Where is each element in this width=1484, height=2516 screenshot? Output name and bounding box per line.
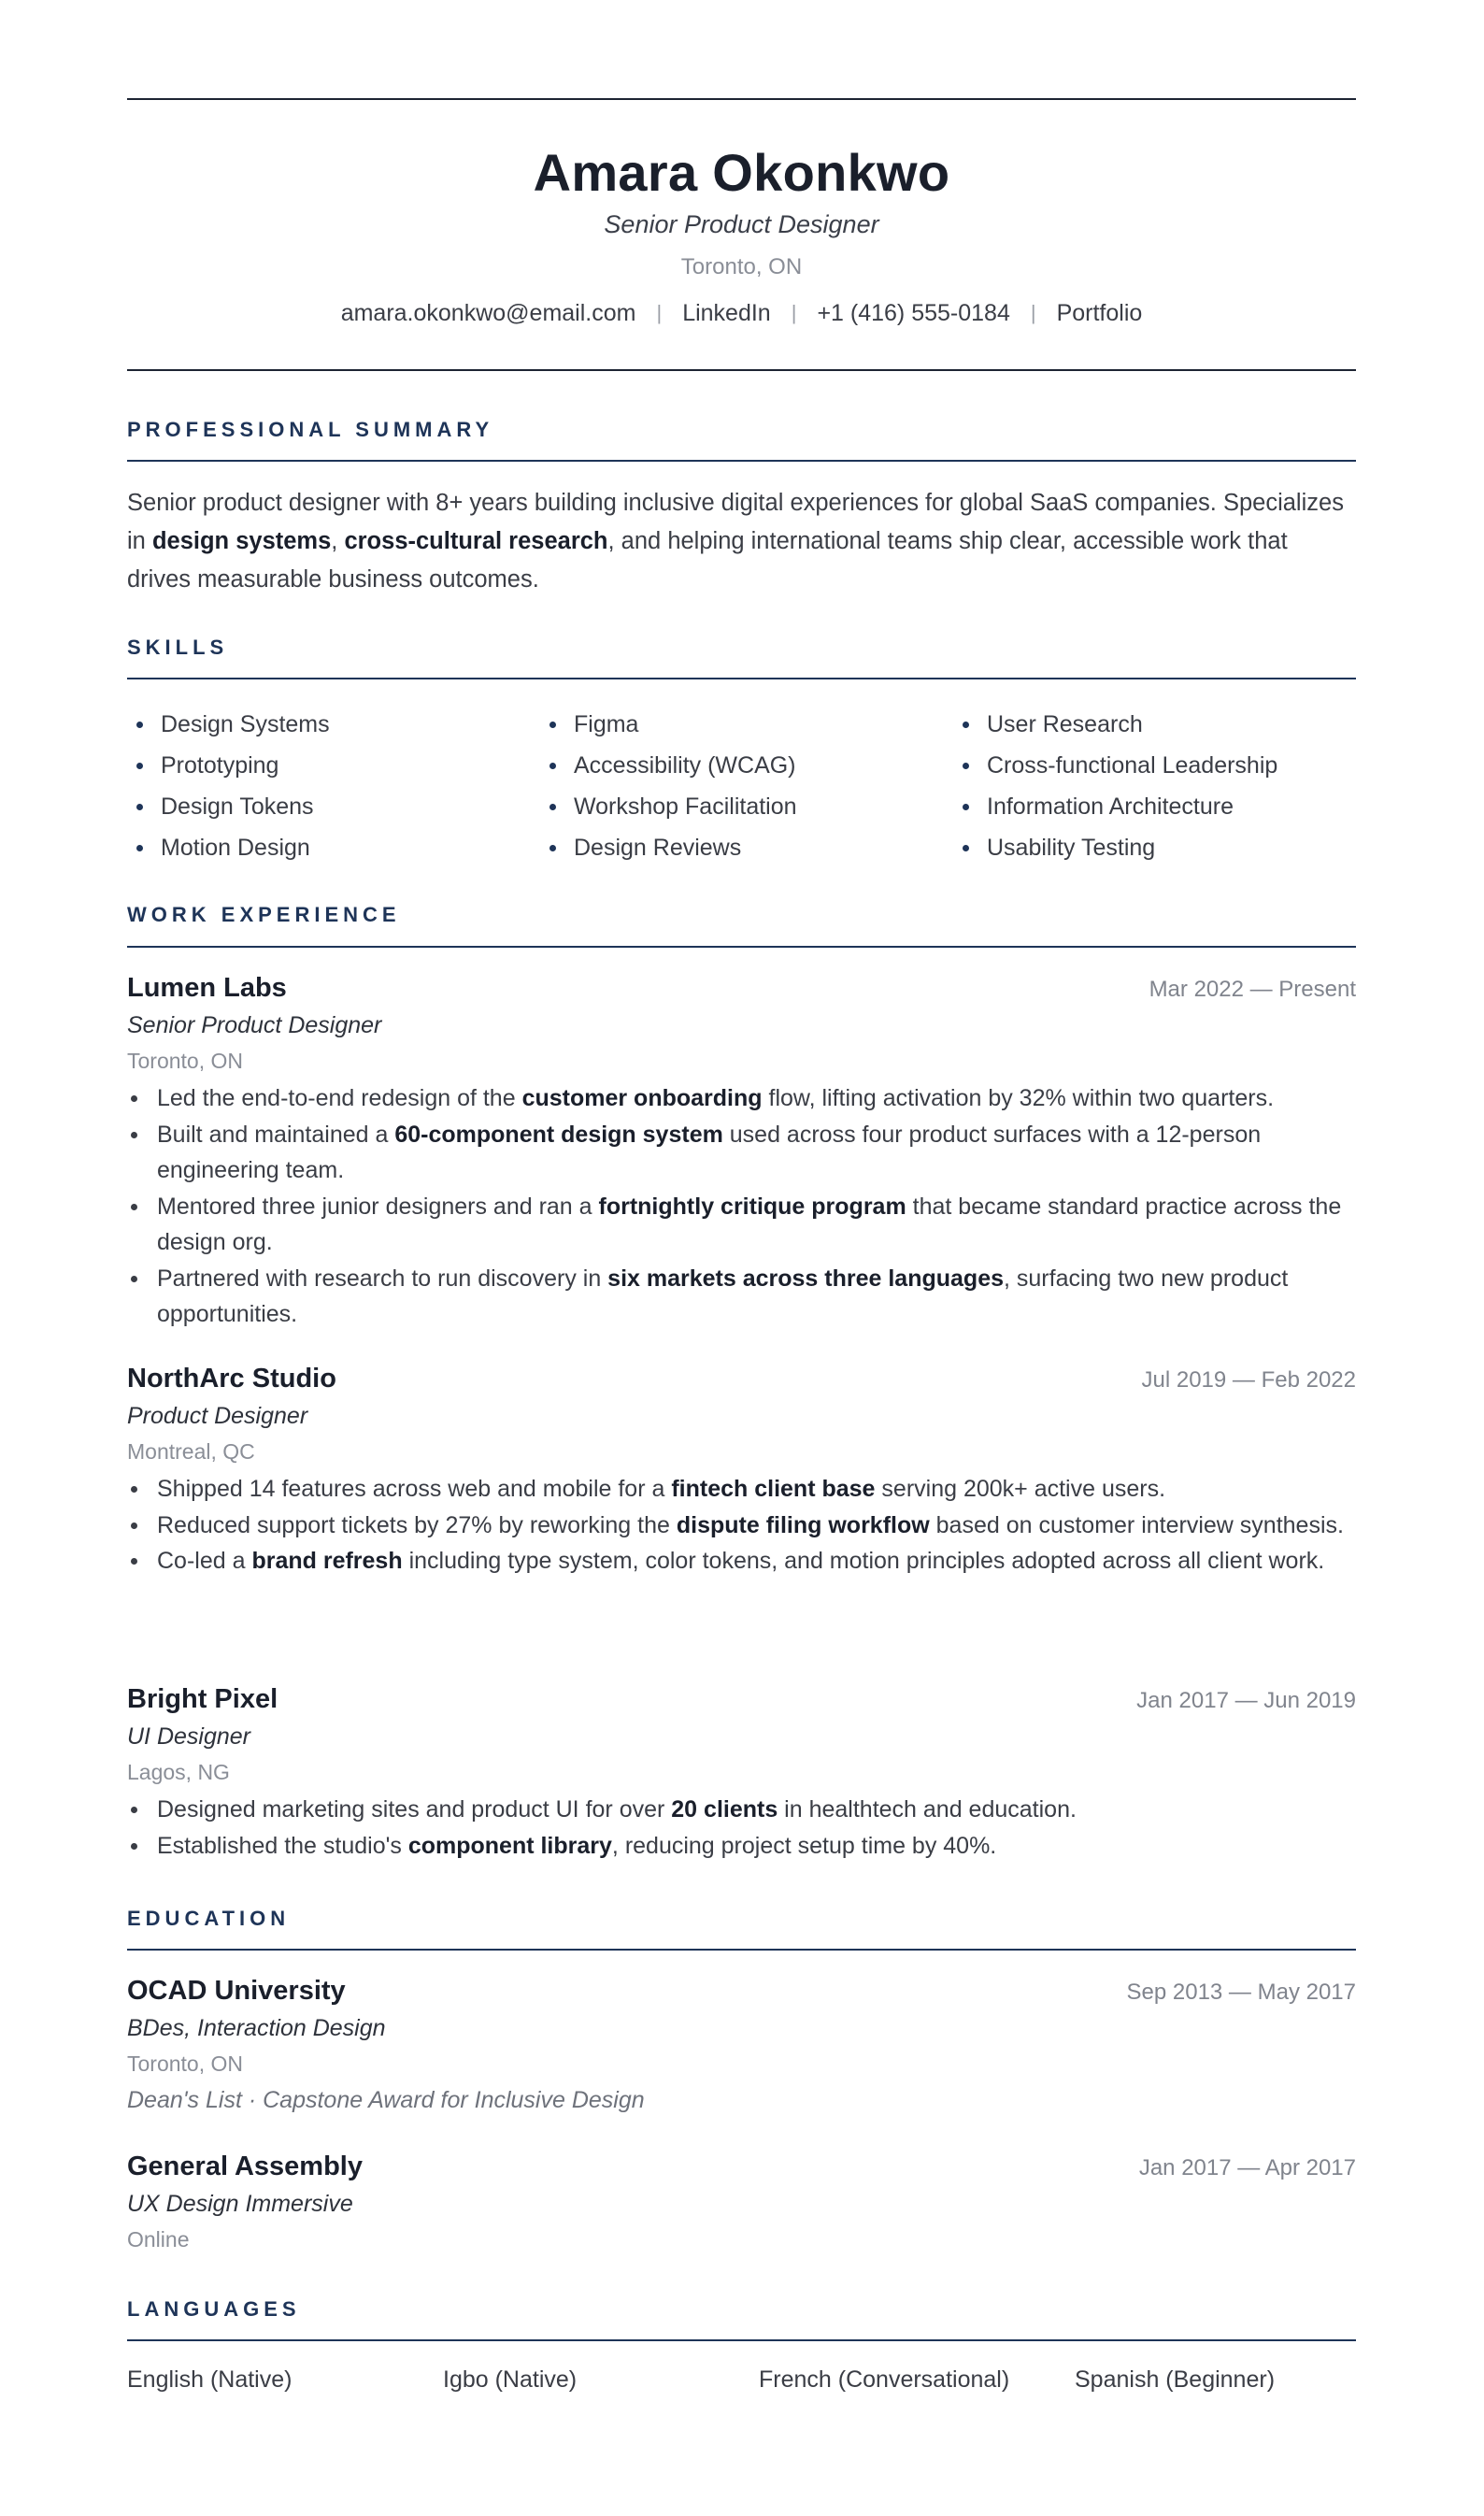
job-bullet: Partnered with research to run discovery in six markets across three languages, surfacing two new product opportunities.: [127, 1261, 1356, 1333]
skill-item: Information Architecture: [953, 786, 1356, 827]
job-bullet: Co-led a brand refresh including type system, color tokens, and motion principles adopted across all client work.: [127, 1543, 1356, 1580]
skill-item: Usability Testing: [953, 827, 1356, 868]
job-bullets: [127, 1471, 1356, 1580]
skill-item: Design Reviews: [540, 827, 953, 868]
skill-item: Workshop Facilitation: [540, 786, 953, 827]
candidate-name: Amara Okonkwo: [533, 143, 950, 202]
skill-item: Motion Design: [127, 827, 540, 868]
education-entry: [127, 1973, 1356, 2119]
contact-separator: |: [1030, 301, 1036, 324]
job-bullet: Led the end-to-end redesign of the customer onboarding flow, lifting activation by 32% within two quarters.: [127, 1080, 1356, 1117]
skill-item: Prototyping: [127, 745, 540, 786]
school-name: General Assembly: [127, 2151, 363, 2181]
job-bullet: Established the studio's component library, reducing project setup time by 40%.: [127, 1828, 1356, 1865]
job-entry: [127, 1361, 1356, 1580]
skills-column: [953, 704, 1356, 868]
contact-line: [127, 297, 1356, 329]
section-title-education: EDUCATION: [127, 1907, 291, 1930]
section-rule: [127, 946, 1356, 948]
job-bullet: Built and maintained a 60-component design system used across four product surfaces with a 12-person engineering team.: [127, 1117, 1356, 1189]
job-role: UI Designer: [127, 1723, 250, 1750]
job-bullet: Designed marketing sites and product UI for over 20 clients in healthtech and education.: [127, 1792, 1356, 1828]
job-bullets: [127, 1792, 1356, 1864]
section-rule: [127, 460, 1356, 462]
phone-link[interactable]: +1 (416) 555-0184: [817, 300, 1010, 326]
company-name: Bright Pixel: [127, 1684, 278, 1714]
job-dates: Mar 2022 — Present: [1149, 977, 1356, 1002]
email-link[interactable]: amara.okonkwo@email.com: [340, 300, 636, 326]
header-top-rule: [127, 98, 1356, 100]
company-name: Lumen Labs: [127, 973, 287, 1003]
job-header: [127, 1681, 1356, 1719]
company-name: NorthArc Studio: [127, 1364, 336, 1394]
job-bullet: Reduced support tickets by 27% by reworking the dispute filing workflow based on customer interview synthesis.: [127, 1508, 1356, 1544]
section-title-skills: SKILLS: [127, 636, 229, 659]
job-location: Toronto, ON: [127, 1049, 243, 1073]
section-title-languages: LANGUAGES: [127, 2297, 301, 2321]
skill-item: Design Tokens: [127, 786, 540, 827]
summary-text: Senior product designer with 8+ years building inclusive digital experiences for global SaaS companies. Specializes in design systems, cross-cultural research, and helping international teams ship clear, accessible work that drives measurable business outcomes.: [127, 490, 1344, 593]
contact-separator: |: [791, 301, 797, 324]
languages-list: [127, 2363, 1356, 2396]
skill-item: Design Systems: [127, 704, 540, 745]
skill-item: Accessibility (WCAG): [540, 745, 953, 786]
job-bullets: [127, 1080, 1356, 1333]
job-bullet: Shipped 14 features across web and mobile for a fintech client base serving 200k+ active users.: [127, 1471, 1356, 1508]
section-title-summary: PROFESSIONAL SUMMARY: [127, 418, 494, 441]
header-bottom-rule: [127, 369, 1356, 371]
job-entry: [127, 1681, 1356, 1864]
candidate-location: Toronto, ON: [680, 254, 803, 279]
job-bullet: Mentored three junior designers and ran a fortnightly critique program that became standard practice across the design org.: [127, 1189, 1356, 1261]
skill-item: Cross-functional Leadership: [953, 745, 1356, 786]
education-header: [127, 2149, 1356, 2186]
language-item: Igbo (Native): [443, 2366, 578, 2393]
job-location: Montreal, QC: [127, 1439, 255, 1464]
degree: UX Design Immersive: [127, 2191, 353, 2217]
section-rule: [127, 2339, 1356, 2341]
skills-column: [127, 704, 540, 868]
skill-item: Figma: [540, 704, 953, 745]
section-rule: [127, 1949, 1356, 1951]
job-dates: Jul 2019 — Feb 2022: [1141, 1367, 1356, 1393]
portfolio-link[interactable]: Portfolio: [1056, 300, 1143, 326]
education-header: [127, 1973, 1356, 2010]
skills-column: [540, 704, 953, 868]
language-item: English (Native): [127, 2366, 293, 2393]
school-name: OCAD University: [127, 1976, 346, 2006]
education-honors: Dean's List · Capstone Award for Inclusive Design: [127, 2087, 645, 2113]
job-header: [127, 1361, 1356, 1398]
contact-separator: |: [656, 301, 663, 324]
job-header: [127, 970, 1356, 1008]
candidate-headline: Senior Product Designer: [604, 210, 879, 238]
skill-item: User Research: [953, 704, 1356, 745]
language-item: French (Conversational): [759, 2366, 1010, 2393]
job-dates: Jan 2017 — Jun 2019: [1136, 1688, 1356, 1713]
section-rule: [127, 678, 1356, 679]
section-title-experience: WORK EXPERIENCE: [127, 903, 401, 926]
education-dates: Jan 2017 — Apr 2017: [1138, 2155, 1356, 2180]
education-dates: Sep 2013 — May 2017: [1126, 1980, 1356, 2005]
job-role: Product Designer: [127, 1403, 308, 1429]
school-location: Online: [127, 2227, 190, 2252]
linkedin-link[interactable]: LinkedIn: [682, 300, 771, 326]
language-item: Spanish (Beginner): [1075, 2366, 1276, 2393]
education-entry: [127, 2149, 1356, 2257]
degree: BDes, Interaction Design: [127, 2015, 386, 2041]
job-role: Senior Product Designer: [127, 1012, 382, 1038]
job-location: Lagos, NG: [127, 1760, 230, 1784]
school-location: Toronto, ON: [127, 2051, 243, 2076]
job-entry: [127, 970, 1356, 1333]
skills-grid: [127, 704, 1356, 868]
